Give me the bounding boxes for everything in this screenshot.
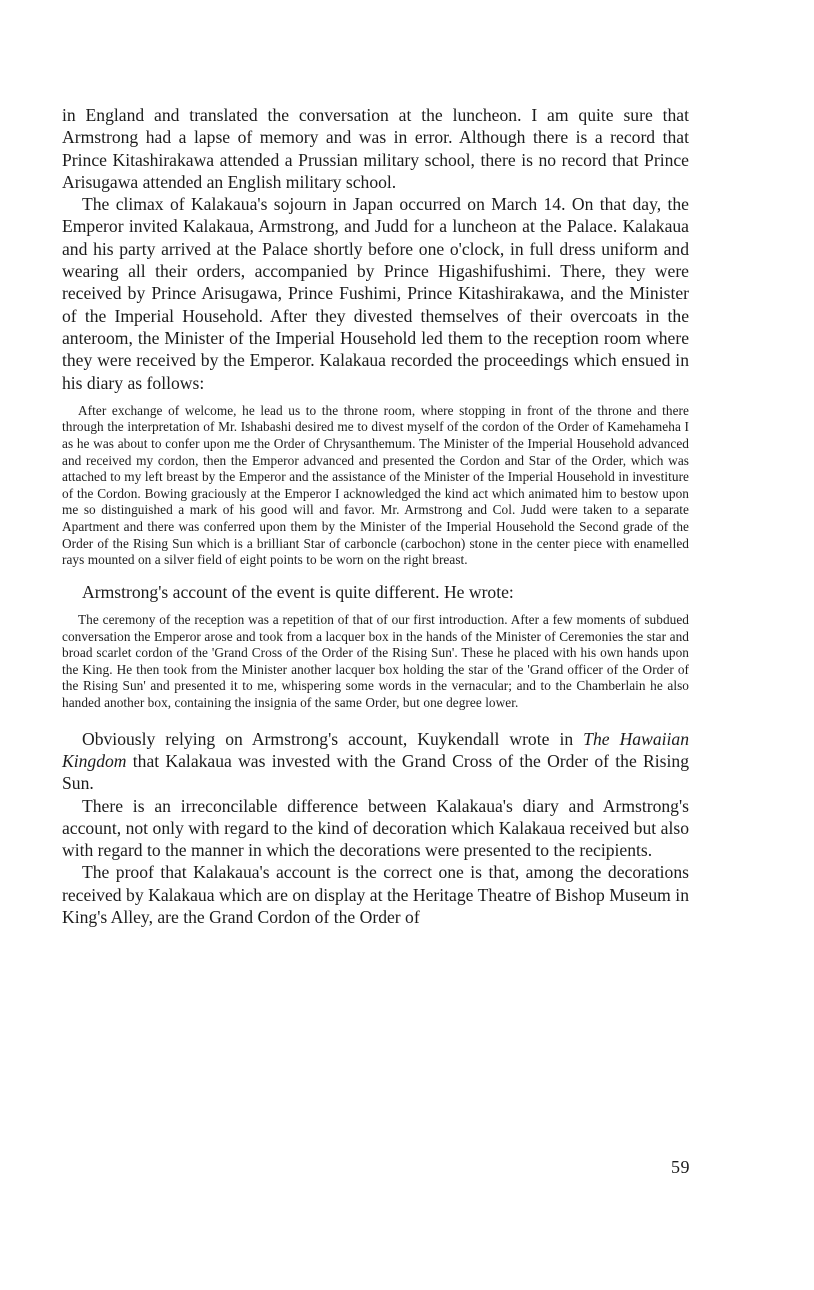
page-body [62, 104, 689, 928]
diary-quotation: After exchange of welcome, he lead us to the throne room, where stopping in front of the throne and there through the interpretation of Mr. Ishabashi desired me to divest myself of the cordon of the Order of Kamehameha I as he was about to confer upon me the Order of Chrysanthemum. The Minister of the Imperial Household advanced and received my cordon, then the Emperor advanced and presented the Cordon and Star of the Order, which was attached to my left breast by the Emperor and the assistance of the Minister of the Imperial Household in investiture of the Cordon. Bowing graciously at the Emperor I acknowledged the kind act which animated him to bestow upon me so distinguished a mark of his good will and favor. Mr. Armstrong and Col. Judd were taken to a separate Apartment and there was conferred upon them by the Minister of the Imperial Household the Second grade of the Order of the Rising Sun which is a brilliant Star of carboncle (carbochon) stone in the center piece with enamelled rays mounted on a silver field of eight points to be worn on the right breast. [62, 402, 689, 568]
book-title: The Hawaiian Kingdom [62, 728, 689, 771]
paragraph-3: Armstrong's account of the event is quite different. He wrote: [82, 581, 514, 602]
paragraph-5: There is an irreconcilable difference between Kalakaua's diary and Armstrong's account, not only with regard to the kind of decoration which Kalakaua received but also with regard to the manner in which the decorations were presented to the recipients. [62, 795, 689, 861]
paragraph-2: The climax of Kalakaua's sojourn in Japan occurred on March 14. On that day, the Emperor invited Kalakaua, Armstrong, and Judd for a luncheon at the Palace. Kalakaua and his party arrived at the Palace shortly before one o'clock, in full dress uniform and wearing all their orders, accompanied by Prince Higashifushimi. There, they were received by Prince Arisugawa, Prince Fushimi, Prince Kitashirakawa, and the Minister of the Imperial Household. After they divested themselves of their overcoats in the anteroom, the Minister of the Imperial Household led them to the reception room where they were received by the Emperor. Kalakaua recorded the proceedings which ensued in his diary as follows: [62, 194, 689, 393]
paragraph-4 [62, 728, 689, 795]
paragraph-1: in England and translated the conversation at the luncheon. I am quite sure that Armstrong had a lapse of memory and was in error. Although there is a record that Prince Kitashirakawa attended a Prussian military school, there is no record that Prince Arisugawa attended an English military school. [62, 105, 689, 192]
paragraph-4-rest: that Kalakaua was invested with the Grand Cross of the Order of the Rising Sun. [62, 750, 689, 794]
paragraph-6: The proof that Kalakaua's account is the correct one is that, among the decorations received by Kalakaua which are on display at the Heritage Theatre of Bishop Museum in King's Alley, are the Grand Cordon of the Order of [62, 862, 689, 928]
page-number: 59 [671, 1157, 690, 1177]
armstrong-quotation: The ceremony of the reception was a repetition of that of our first introduction. After a few moments of subdued conversation the Emperor arose and took from a lacquer box in the hands of the Minister of Ceremonies the star and broad scarlet cordon of the 'Grand Cross of the Order of the Rising Sun'. These he placed with his own hands upon the King. He then took from the Minister another lacquer box holding the star of the 'Grand officer of the Order of the Rising Sun' and presented it to me, whispering some words in the vernacular; and to the Chamberlain he also handed another box, containing the insignia of the same Order, but one degree lower. [62, 612, 689, 711]
paragraph-4-lead: Obviously relying on Armstrong's account, Kuykendall wrote in [82, 728, 584, 749]
